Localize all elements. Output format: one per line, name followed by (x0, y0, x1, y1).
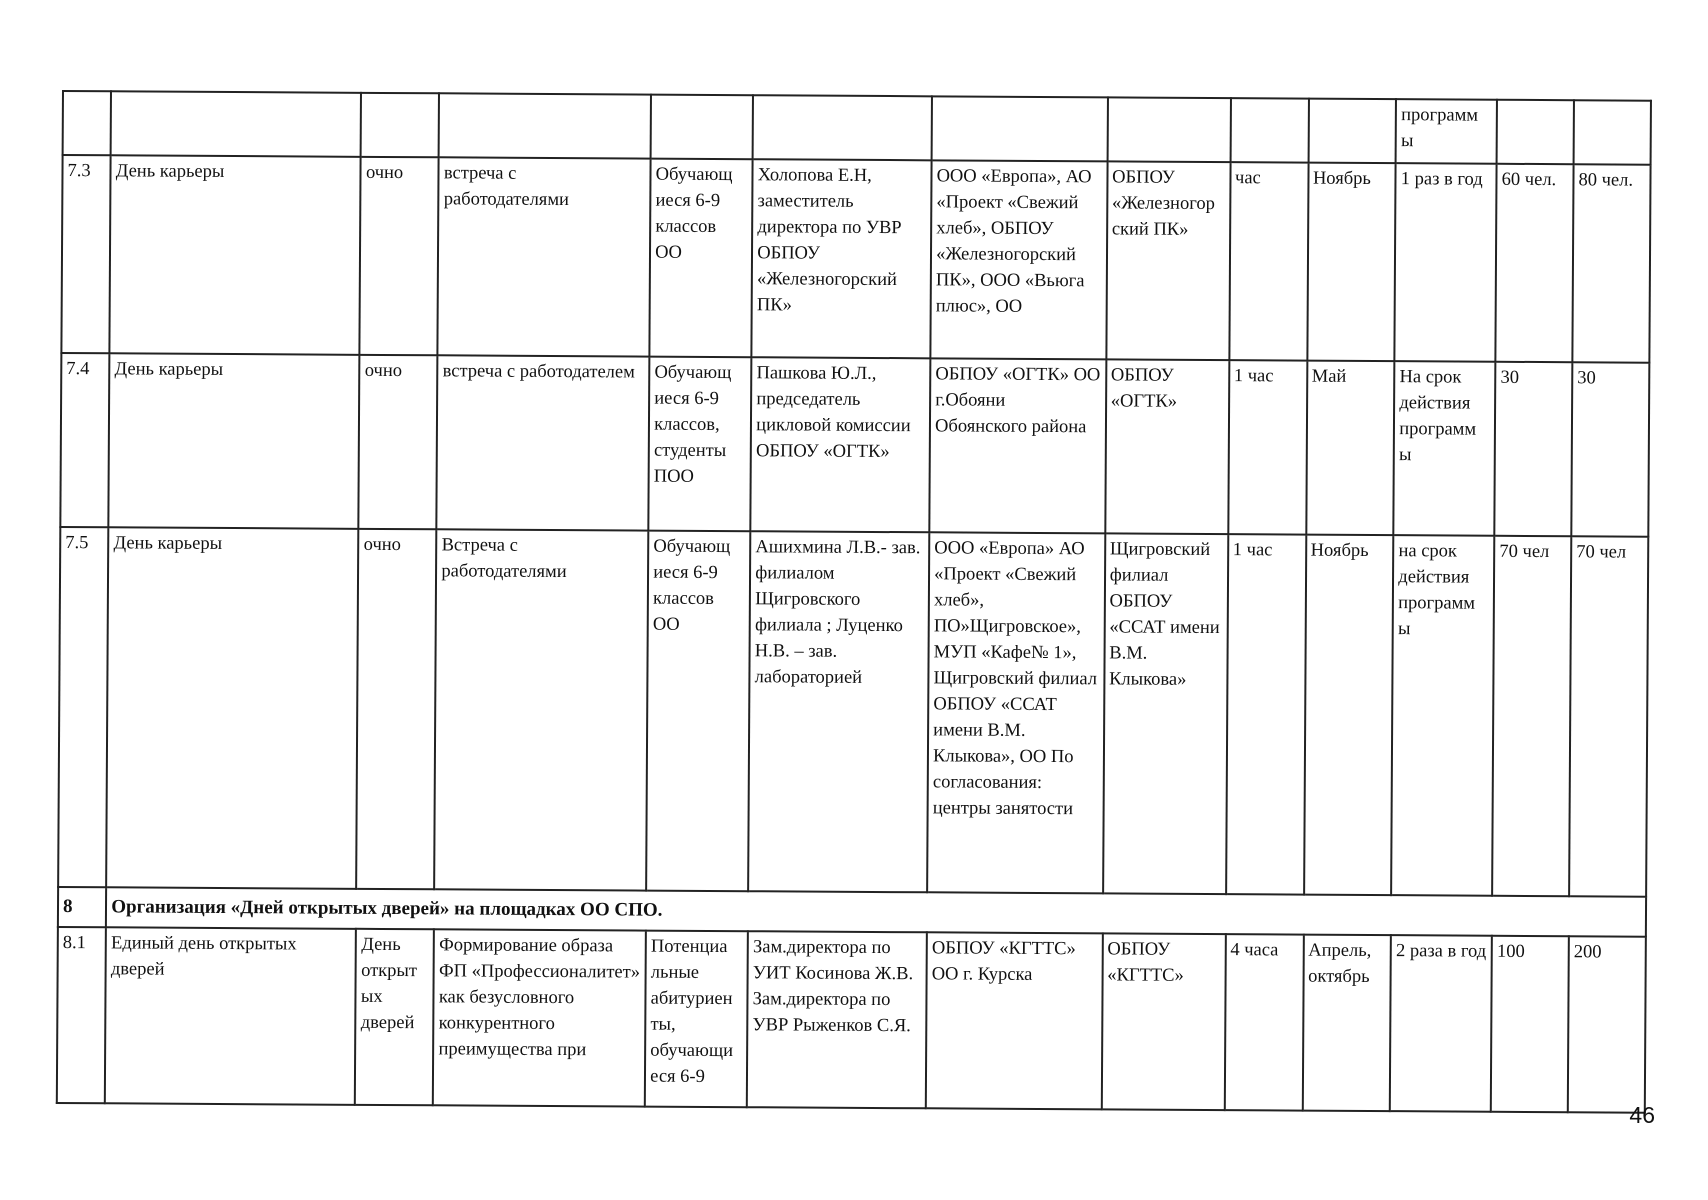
cell-partners: ООО «Европа» АО «Проект «Свежий хлеб», ПО»Щигровское», МУП «Кафе№ 1», Щигровский филиал ОБПОУ «ССАТ имени В.М. Клыкова», ОО По согласования: центры занятости (927, 532, 1105, 893)
cell-frequency: на срок действия программ ы (1391, 535, 1494, 896)
cell-empty (1497, 100, 1574, 164)
cell-number: 7.4 (60, 353, 109, 527)
cell-content: Встреча с работодателями (435, 529, 649, 890)
cell-empty (63, 91, 112, 155)
cell-empty (439, 93, 651, 158)
cell-participants: Обучающ иеся 6-9 классов ОО (646, 531, 750, 892)
cell-duration: 1 час (1226, 534, 1306, 894)
section-title: Организация «Дней открытых дверей» на площадках ОО СПО. (106, 887, 1646, 936)
cell-participants: Обучающ иеся 6-9 классов ОО (650, 159, 753, 358)
cell-form: День открыт ых дверей (355, 929, 434, 1105)
cell-content: Формирование образа ФП «Профессионалитет» как безусловного конкурентного преимущества при (433, 929, 646, 1106)
cell-responsible: Пашкова Ю.Л., председатель цикловой комиссии ОБПОУ «ОГТК» (751, 357, 931, 532)
document-sheet (56, 90, 1652, 1114)
cell-count-2: 70 чел (1569, 536, 1648, 896)
section-number: 8 (58, 887, 107, 927)
cell-event-name: День карьеры (109, 353, 360, 529)
cell-number: 7.5 (58, 527, 108, 887)
cell-frequency: программ ы (1396, 99, 1497, 164)
cell-duration: 4 часа (1224, 934, 1303, 1110)
cell-count-1: 100 (1491, 936, 1569, 1112)
cell-responsible: Зам.директора по УИТ Косинова Ж.В. Зам.директора по УВР Рыженков С.Я. (747, 931, 927, 1108)
cell-count-1: 30 (1495, 362, 1573, 536)
cell-number: 8.1 (57, 927, 106, 1103)
cell-empty (1308, 99, 1396, 164)
table-row (61, 155, 1650, 363)
cell-empty (1574, 100, 1651, 164)
cell-venue: ОБПОУ «КГТТС» (1101, 933, 1225, 1110)
cell-partners: ОБПОУ «КГТТС» ОО г. Курска (926, 932, 1103, 1109)
cell-empty (111, 91, 362, 157)
cell-month: Май (1306, 361, 1395, 536)
cell-month: Ноябрь (1307, 163, 1396, 362)
cell-empty (932, 96, 1108, 161)
cell-form: очно (360, 157, 439, 355)
cell-month: Апрель, октябрь (1302, 935, 1391, 1112)
cell-venue: ОБПОУ «ОГТК» (1105, 359, 1229, 534)
cell-empty (1230, 98, 1308, 162)
cell-venue: ОБПОУ «Железногор ский ПК» (1106, 161, 1230, 360)
cell-venue: Щигровский филиал ОБПОУ «ССАТ имени В.М. Клыкова» (1103, 533, 1228, 894)
cell-participants: Потенциа льные абитуриен ты, обучающи еся 6-9 (645, 931, 748, 1108)
table-row (58, 527, 1648, 897)
cell-frequency: 1 раз в год (1395, 163, 1497, 362)
cell-count-2: 80 чел. (1572, 164, 1650, 362)
cell-count-1: 70 чел (1492, 536, 1571, 896)
cell-event-name: День карьеры (110, 155, 361, 355)
cell-content: встреча с работодателями (438, 157, 651, 356)
table-row (60, 353, 1649, 537)
cell-duration: 1 час (1228, 360, 1307, 534)
cell-form: очно (357, 529, 437, 889)
table-row-continuation (63, 91, 1651, 165)
cell-event-name: Единый день открытых дверей (105, 927, 356, 1105)
cell-count-1: 60 чел. (1496, 164, 1574, 362)
cell-content: встреча с работодателем (437, 355, 650, 530)
cell-partners: ООО «Европа», АО «Проект «Свежий хлеб», ОБПОУ «Железногорский ПК», ООО «Вьюга плюс», ОО (930, 160, 1107, 359)
cell-event-name: День карьеры (106, 527, 358, 889)
cell-frequency: 2 раза в год (1390, 935, 1492, 1112)
cell-count-2: 200 (1568, 936, 1646, 1112)
cell-form: очно (359, 355, 438, 529)
cell-empty (753, 95, 932, 160)
cell-empty (361, 93, 439, 157)
cell-frequency: На срок действия программ ы (1394, 361, 1496, 536)
cell-duration: час (1229, 162, 1308, 360)
page-number: 46 (1629, 1102, 1655, 1128)
cell-responsible: Ашихмина Л.В.- зав. филиалом Щигровского филиала ; Луценко Н.В. – зав. лабораторией (748, 531, 929, 892)
cell-responsible: Холопова Е.Н, заместитель директора по УВР ОБПОУ «Железногорский ПК» (752, 159, 932, 358)
table-row (57, 927, 1646, 1113)
cell-empty (651, 95, 753, 160)
cell-count-2: 30 (1571, 362, 1649, 536)
cell-partners: ОБПОУ «ОГТК» ОО г.Обояни Обоянского района (929, 358, 1106, 533)
cell-participants: Обучающ иеся 6-9 классов, студенты ПОО (649, 357, 752, 532)
cell-number: 7.3 (61, 155, 110, 353)
cell-month: Ноябрь (1304, 535, 1394, 896)
events-table (56, 90, 1652, 1114)
cell-empty (1107, 97, 1230, 162)
